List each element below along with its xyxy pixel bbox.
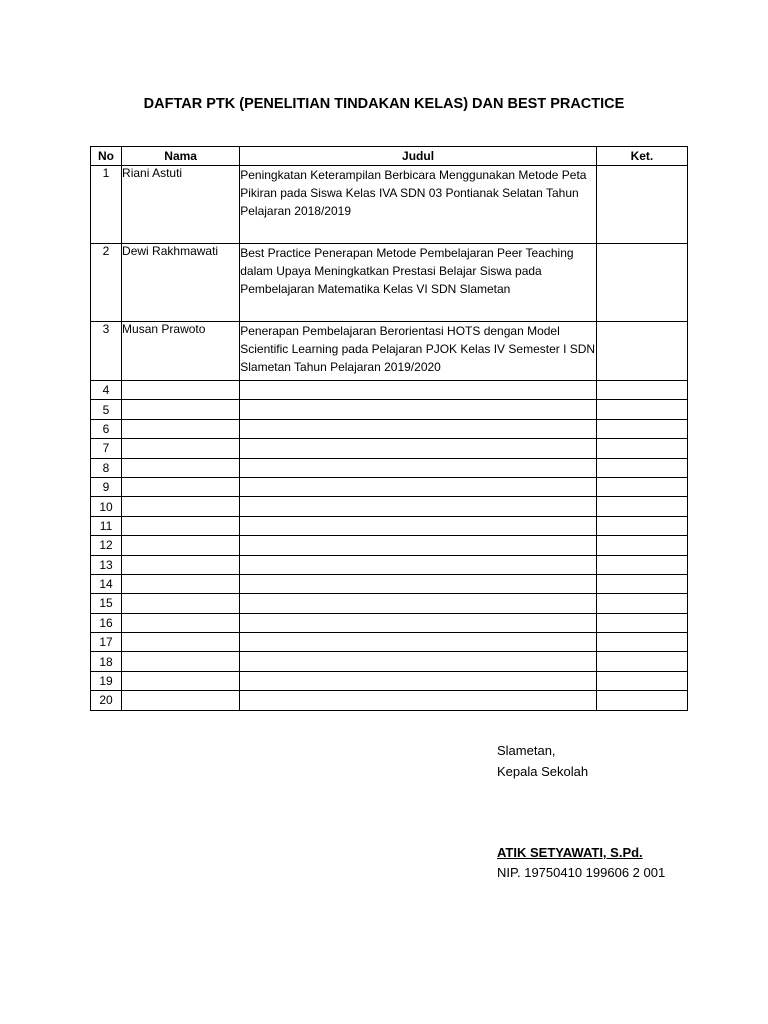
cell-nama xyxy=(122,439,240,458)
cell-no: 15 xyxy=(91,594,122,613)
cell-nama xyxy=(122,497,240,516)
cell-judul xyxy=(240,439,597,458)
cell-ket xyxy=(596,691,687,710)
table-row xyxy=(91,516,688,535)
header-no: No xyxy=(91,147,122,166)
table-row xyxy=(91,497,688,516)
cell-ket xyxy=(596,400,687,419)
cell-no: 9 xyxy=(91,477,122,496)
ptk-table xyxy=(90,146,688,711)
cell-no: 3 xyxy=(91,322,122,381)
cell-judul xyxy=(240,536,597,555)
table-row xyxy=(91,439,688,458)
cell-no: 8 xyxy=(91,458,122,477)
cell-ket xyxy=(596,497,687,516)
table-row xyxy=(91,419,688,438)
table-row xyxy=(91,536,688,555)
table-row xyxy=(91,381,688,400)
cell-judul: Best Practice Penerapan Metode Pembelajaran Peer Teaching dalam Upaya Meningkatkan Prestasi Belajar Siswa pada Pembelajaran Matematika Kelas VI SDN Slametan xyxy=(240,244,597,322)
cell-nama xyxy=(122,594,240,613)
cell-no: 1 xyxy=(91,166,122,244)
cell-ket xyxy=(596,613,687,632)
cell-nama xyxy=(122,633,240,652)
cell-ket xyxy=(596,555,687,574)
cell-ket xyxy=(596,477,687,496)
cell-judul: Peningkatan Keterampilan Berbicara Menggunakan Metode Peta Pikiran pada Siswa Kelas IVA SDN 03 Pontianak Selatan Tahun Pelajaran 2018/2019 xyxy=(240,166,597,244)
cell-judul xyxy=(240,419,597,438)
table-row xyxy=(91,652,688,671)
cell-nama: Dewi Rakhmawati xyxy=(122,244,240,322)
cell-nama xyxy=(122,381,240,400)
cell-nama xyxy=(122,555,240,574)
cell-nama xyxy=(122,419,240,438)
header-ket: Ket. xyxy=(596,147,687,166)
signature-role: Kepala Sekolah xyxy=(497,764,589,779)
cell-no: 19 xyxy=(91,671,122,690)
cell-ket xyxy=(596,419,687,438)
cell-ket xyxy=(596,244,687,322)
cell-judul xyxy=(240,652,597,671)
cell-judul xyxy=(240,691,597,710)
cell-no: 7 xyxy=(91,439,122,458)
cell-judul xyxy=(240,633,597,652)
signature-nip: NIP. 19750410 199606 2 001 xyxy=(497,865,666,880)
cell-ket xyxy=(596,439,687,458)
cell-nama xyxy=(122,516,240,535)
signature-name: ATIK SETYAWATI, S.Pd. xyxy=(497,845,643,860)
cell-judul xyxy=(240,613,597,632)
cell-nama xyxy=(122,536,240,555)
cell-no: 5 xyxy=(91,400,122,419)
cell-no: 17 xyxy=(91,633,122,652)
cell-nama xyxy=(122,458,240,477)
cell-judul xyxy=(240,555,597,574)
signature-city: Slametan, xyxy=(497,743,556,758)
cell-nama xyxy=(122,574,240,593)
table-row xyxy=(91,613,688,632)
cell-no: 12 xyxy=(91,536,122,555)
table-row xyxy=(91,244,688,322)
cell-judul xyxy=(240,574,597,593)
cell-no: 6 xyxy=(91,419,122,438)
header-nama: Nama xyxy=(122,147,240,166)
table-row xyxy=(91,555,688,574)
cell-ket xyxy=(596,671,687,690)
cell-nama xyxy=(122,477,240,496)
table-row xyxy=(91,633,688,652)
cell-ket xyxy=(596,574,687,593)
cell-judul xyxy=(240,381,597,400)
cell-judul xyxy=(240,477,597,496)
table-row xyxy=(91,671,688,690)
table-row xyxy=(91,400,688,419)
cell-no: 10 xyxy=(91,497,122,516)
table-row xyxy=(91,594,688,613)
cell-nama xyxy=(122,613,240,632)
table-header-row xyxy=(91,147,688,166)
cell-nama xyxy=(122,400,240,419)
cell-no: 14 xyxy=(91,574,122,593)
cell-no: 20 xyxy=(91,691,122,710)
table-row xyxy=(91,458,688,477)
table-row xyxy=(91,166,688,244)
table-row xyxy=(91,477,688,496)
cell-judul xyxy=(240,671,597,690)
cell-judul xyxy=(240,458,597,477)
cell-nama: Musan Prawoto xyxy=(122,322,240,381)
table-row xyxy=(91,691,688,710)
cell-nama: Riani Astuti xyxy=(122,166,240,244)
cell-ket xyxy=(596,536,687,555)
cell-no: 2 xyxy=(91,244,122,322)
cell-judul xyxy=(240,594,597,613)
cell-nama xyxy=(122,691,240,710)
cell-no: 13 xyxy=(91,555,122,574)
cell-ket xyxy=(596,166,687,244)
cell-nama xyxy=(122,652,240,671)
cell-no: 4 xyxy=(91,381,122,400)
cell-nama xyxy=(122,671,240,690)
cell-judul xyxy=(240,400,597,419)
cell-ket xyxy=(596,322,687,381)
cell-ket xyxy=(596,516,687,535)
table-row xyxy=(91,322,688,381)
cell-judul: Penerapan Pembelajaran Berorientasi HOTS dengan Model Scientific Learning pada Pelajaran PJOK Kelas IV Semester I SDN Slametan Tahun Pelajaran 2019/2020 xyxy=(240,322,597,381)
header-judul: Judul xyxy=(240,147,597,166)
cell-no: 11 xyxy=(91,516,122,535)
cell-judul xyxy=(240,497,597,516)
cell-ket xyxy=(596,594,687,613)
cell-ket xyxy=(596,633,687,652)
cell-no: 18 xyxy=(91,652,122,671)
cell-ket xyxy=(596,458,687,477)
table-row xyxy=(91,574,688,593)
cell-judul xyxy=(240,516,597,535)
cell-no: 16 xyxy=(91,613,122,632)
document-title: DAFTAR PTK (PENELITIAN TINDAKAN KELAS) DAN BEST PRACTICE xyxy=(143,96,625,112)
cell-ket xyxy=(596,652,687,671)
cell-ket xyxy=(596,381,687,400)
